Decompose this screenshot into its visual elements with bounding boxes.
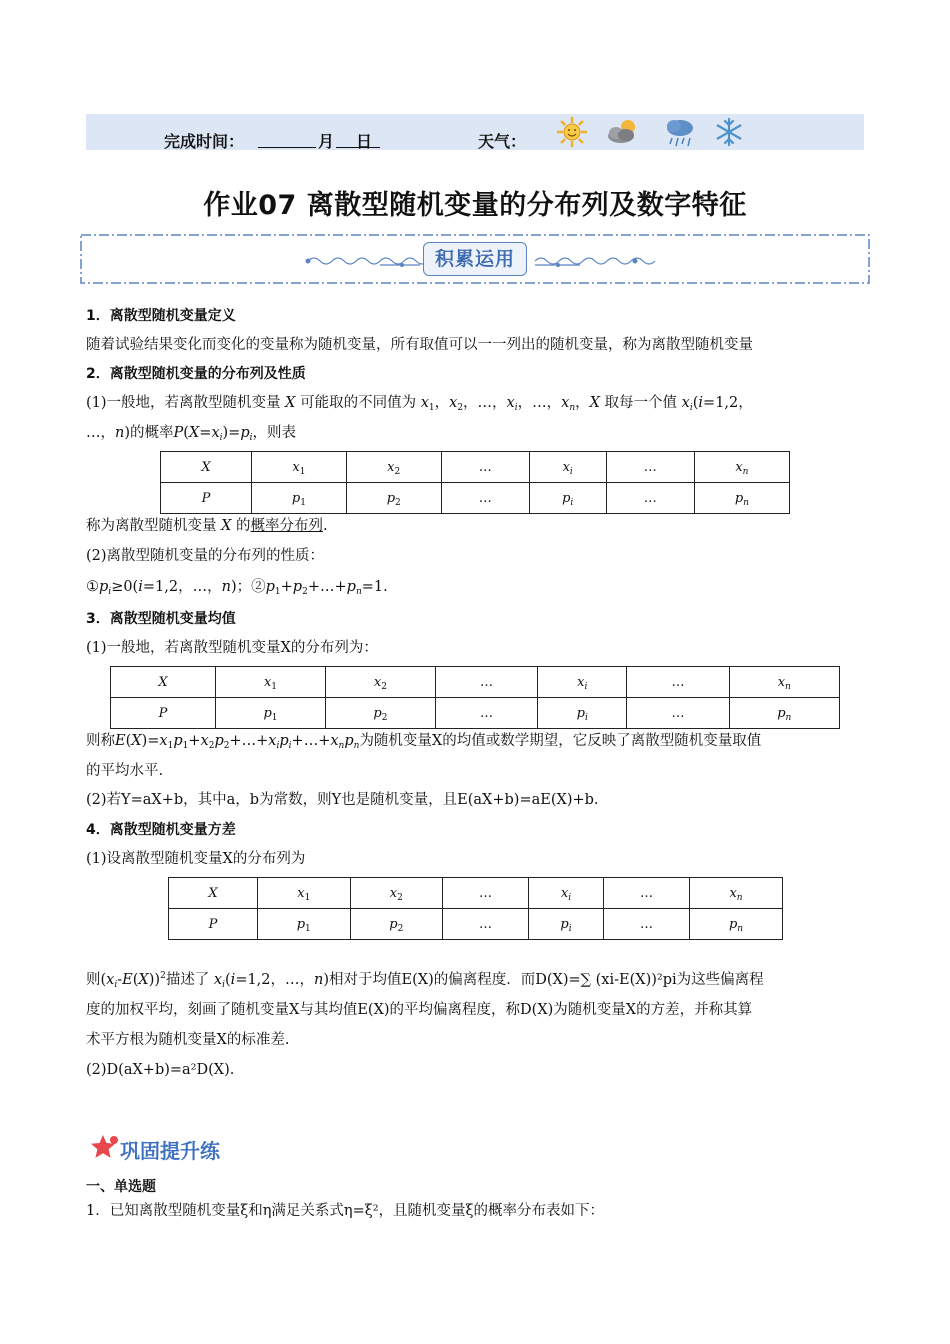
s1-heading: 1．离散型随机变量定义 [86, 308, 236, 324]
cell: … [606, 483, 694, 514]
cell: … [435, 698, 537, 729]
cell: $x_i$ [538, 667, 627, 698]
s3-l2-end: 为随机变量X的均值或数学期望，它反映了离散型随机变量取值 [359, 733, 762, 749]
s2-l1c: 取每一个值 [604, 395, 678, 411]
cell: $p_2$ [350, 909, 443, 940]
s2-after-a: 称为离散型随机变量 [86, 518, 217, 534]
snowflake-icon[interactable] [714, 117, 744, 147]
cell: $p_n$ [690, 909, 783, 940]
cell: $p_1$ [216, 698, 326, 729]
cell: … [606, 452, 694, 483]
sun-icon[interactable] [554, 115, 590, 149]
s2-after-c: . [323, 518, 328, 534]
practice-title: 巩固提升练 [120, 1139, 220, 1163]
cell: … [443, 878, 529, 909]
cell: X [111, 667, 216, 698]
s2-after-u: 概率分布列 [250, 518, 324, 534]
cell: … [441, 483, 529, 514]
partly-cloudy-icon[interactable] [604, 116, 644, 148]
s2-after: 称为离散型随机变量 X 的概率分布列. [86, 518, 328, 534]
s2-l1a: (1)一般地，若离散型随机变量 [86, 395, 281, 411]
cell: $p_n$ [694, 483, 789, 514]
cell: $x_n$ [690, 878, 783, 909]
month-label: 月 [318, 132, 335, 151]
page-title: 作业07 离散型随机变量的分布列及数字特征 [203, 190, 747, 221]
cell: X [169, 878, 258, 909]
question-1: 1．已知离散型随机变量ξ和η满足关系式η=ξ²，且随机变量ξ的概率分布表如下： [86, 1203, 605, 1219]
s2-line1: (1)一般地，若离散型随机变量 X 可能取的不同值为 $x_1$，$x_2$，…，$x_i$，…，$x_n$，X 取每一个值 $x_i(i=1,2$， [86, 395, 753, 413]
cell: … [435, 667, 537, 698]
cell: $x_2$ [350, 878, 443, 909]
cell: … [604, 878, 690, 909]
cell: $p_i$ [529, 483, 606, 514]
cell: P [161, 483, 252, 514]
cell: … [443, 909, 529, 940]
s4-line3: 度的加权平均，刻画了随机变量X与其均值E(X)的平均偏离程度，称D(X)为随机变量X的方差，并称其算 [86, 1002, 753, 1018]
header-banner [86, 114, 864, 150]
s3-line1: (1)一般地，若离散型随机变量X的分布列为： [86, 640, 378, 656]
cell: P [111, 698, 216, 729]
s4-line1: (1)设离散型随机变量X的分布列为 [86, 851, 306, 867]
day-label: 日 [356, 132, 373, 151]
s2-prop-title: (2)离散型随机变量的分布列的性质： [86, 548, 325, 564]
dist-table-3 [168, 877, 783, 940]
cell: $x_i$ [529, 878, 604, 909]
rain-icon[interactable] [664, 116, 698, 150]
cell: $x_n$ [694, 452, 789, 483]
cell: $p_2$ [346, 483, 441, 514]
cell: P [169, 909, 258, 940]
cell: $x_1$ [216, 667, 326, 698]
s2-l1b: 可能取的不同值为 [300, 395, 417, 411]
s2-prop: $①p_i\ge 0(i=1,2$，…，n)；$②p_1+p_2+\dots+p_n=1$. [86, 579, 388, 597]
cell: $x_1$ [258, 878, 351, 909]
s2-line2: …，n)的概率$P(X=x_i)=p_i$，则表 [86, 425, 297, 443]
single-choice-heading: 一、单选题 [86, 1179, 156, 1195]
cell: $p_1$ [258, 909, 351, 940]
cell: $x_i$ [529, 452, 606, 483]
s3-heading: 3．离散型随机变量均值 [86, 611, 236, 627]
cell: $x_2$ [325, 667, 435, 698]
star-icon [90, 1133, 120, 1163]
tag-label: 积累运用 [423, 242, 527, 276]
cell: $p_i$ [529, 909, 604, 940]
weather-label: 天气： [478, 132, 527, 151]
cell: $p_1$ [252, 483, 347, 514]
s4-line5: (2)D(aX+b)=a²D(X). [86, 1062, 235, 1078]
s2-l2b: ，则表 [252, 425, 297, 441]
cell: … [604, 909, 690, 940]
cell: $x_2$ [346, 452, 441, 483]
s1-text: 随着试验结果变化而变化的变量称为随机变量，所有取值可以一一列出的随机变量，称为离散型随机变量 [86, 337, 753, 353]
cell: $p_n$ [729, 698, 839, 729]
s2-after-b: 的 [236, 518, 251, 534]
dist-table-2 [110, 666, 840, 729]
practice-header [90, 1133, 290, 1163]
month-blank[interactable] [258, 129, 316, 148]
dist-table-1 [160, 451, 790, 514]
s4-line4: 术平方根为随机变量X的标准差. [86, 1032, 290, 1048]
s4-l2-text: 相对于均值E(X)的偏离程度．而D(X)=∑ (xi-E(X))²pi为这些偏离程 [329, 972, 764, 988]
s4-line2: 则$(x_i-E(X))^2$描述了 $x_i(i=1,2$，…，n)相对于均值E(X)的偏离程度．而D(X)=∑ (xi-E(X))²pi为这些偏离程 [86, 971, 764, 990]
s4-heading: 4．离散型随机变量方差 [86, 822, 236, 838]
s2-heading: 2．离散型随机变量的分布列及性质 [86, 366, 306, 382]
cell: X [161, 452, 252, 483]
s3-line4: (2)若Y=aX+b，其中a，b为常数，则Y也是随机变量，且E(aX+b)=aE(X)+b. [86, 792, 599, 808]
cell: $x_n$ [729, 667, 839, 698]
cell: $x_1$ [252, 452, 347, 483]
time-label: 完成时间： [164, 132, 245, 151]
cell: … [441, 452, 529, 483]
s2-l2a: 的概率 [130, 425, 174, 441]
cell: … [627, 698, 729, 729]
cell: $p_2$ [325, 698, 435, 729]
cell: … [627, 667, 729, 698]
s3-line3: 的平均水平. [86, 763, 164, 779]
cell: $p_i$ [538, 698, 627, 729]
s3-line2: 则称$E(X)=x_1p_1+x_2p_2+\dots+x_ip_i+\dots+x_np_n$为随机变量X的均值或数学期望，它反映了离散型随机变量取值 [86, 733, 762, 751]
